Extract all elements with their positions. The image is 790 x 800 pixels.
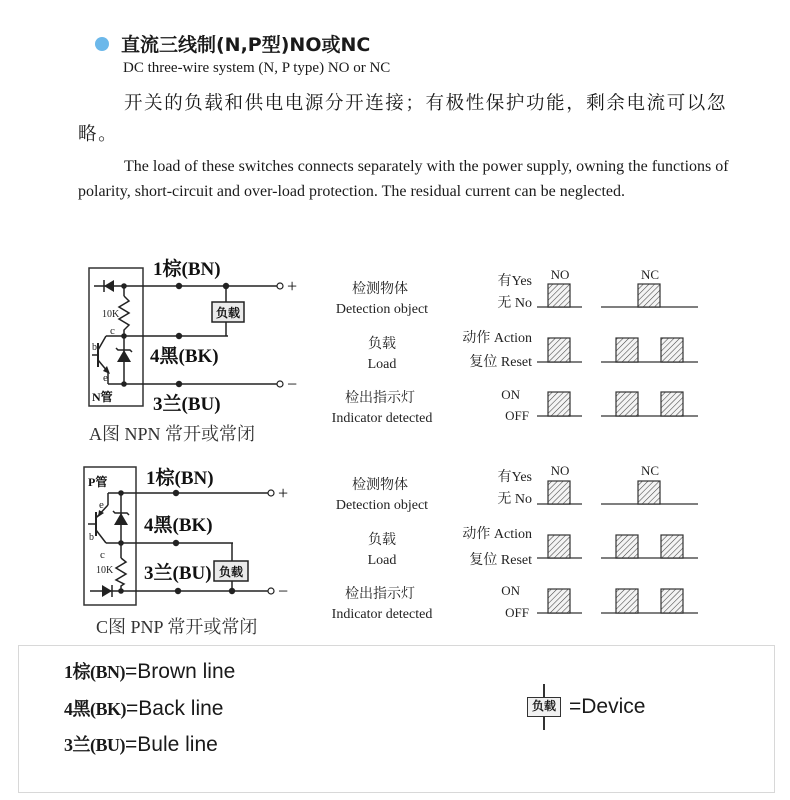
label-bk: 4黑(BK) [150, 346, 219, 367]
legend-item-device: 负载 =Device [527, 684, 645, 730]
section-title [95, 30, 370, 57]
svg-text:OFF: OFF [505, 605, 529, 620]
legend-item-blue: 3兰(BU) =Bule line [64, 733, 218, 756]
section-subtitle: DC three-wire system (N, P type) NO or NC [123, 60, 391, 76]
zener-icon [117, 350, 131, 362]
svg-text:Detection object: Detection object [335, 498, 429, 513]
svg-text:c: c [100, 549, 105, 561]
pnp-type-label: P管 [88, 475, 108, 489]
svg-text:有Yes: 有Yes [497, 274, 532, 289]
bullet-icon [95, 37, 109, 51]
svg-text:b: b [89, 532, 94, 543]
svg-text:ON: ON [501, 387, 520, 402]
svg-text:负载: 负载 [368, 337, 396, 352]
svg-text:检测物体: 检测物体 [352, 478, 408, 493]
svg-text:+: + [278, 483, 289, 503]
svg-text:OFF: OFF [505, 408, 529, 423]
npn-timing-chart [320, 262, 720, 432]
legend-item-brown: 1棕(BN) =Brown line [64, 660, 236, 683]
label-bn: 1棕(BN) [146, 468, 214, 489]
label-bk: 4黑(BK) [144, 515, 213, 536]
diode-icon [102, 585, 112, 597]
svg-text:复位 Reset: 复位 Reset [469, 553, 532, 568]
svg-text:Load: Load [367, 357, 397, 372]
resistor-label: 10K [96, 565, 114, 576]
resistor-label: 10K [102, 309, 120, 320]
col-nc-label: NC [640, 267, 660, 282]
svg-text:负载: 负载 [368, 533, 396, 548]
legend-item-black: 4黑(BK) =Back line [64, 697, 224, 720]
load-device-icon: 负载 [527, 684, 561, 730]
svg-text:e: e [99, 499, 104, 511]
description-zh: 开关的负载和供电电源分开连接；有极性保护功能，剩余电流可以忽略。 [78, 93, 728, 145]
npn-caption: A图 NPN 常开或常闭 [89, 424, 256, 444]
svg-text:有Yes: 有Yes [497, 470, 532, 485]
svg-text:负载: 负载 [215, 306, 241, 320]
svg-text:+: + [287, 276, 298, 296]
resistor-icon [119, 296, 129, 336]
svg-text:ON: ON [501, 583, 520, 598]
svg-text:动作 Action: 动作 Action [462, 527, 532, 542]
legend-box [18, 645, 775, 793]
npn-type-label: N管 [92, 390, 113, 404]
pnp-timing-chart [320, 458, 720, 628]
svg-text:e: e [103, 372, 108, 384]
label-bu: 3兰(BU) [153, 394, 221, 415]
svg-text:−: − [278, 581, 289, 601]
svg-text:无 No: 无 No [497, 296, 532, 311]
resistor-icon [116, 558, 126, 591]
svg-text:Indicator detected: Indicator detected [331, 411, 433, 426]
svg-text:Detection object: Detection object [335, 302, 429, 317]
svg-text:复位 Reset: 复位 Reset [469, 355, 532, 370]
svg-text:负载: 负载 [218, 565, 244, 579]
svg-text:−: − [287, 374, 298, 394]
svg-text:检测物体: 检测物体 [352, 282, 408, 297]
label-bn: 1棕(BN) [153, 259, 221, 280]
description-en: The load of these switches connects separately with the power supply, owning the functions of polarity, short-circuit and over-load protection. The residual current can be neglected. [78, 158, 729, 200]
col-no-label: NO [550, 463, 570, 478]
svg-text:c: c [110, 325, 115, 337]
svg-text:无 No: 无 No [497, 492, 532, 507]
col-no-label: NO [550, 267, 570, 282]
title-text: 直流三线制(N,P型)NO或NC [121, 34, 371, 56]
pnp-wiring-diagram [80, 455, 320, 645]
svg-text:检出指示灯: 检出指示灯 [345, 587, 415, 602]
npn-wiring-diagram [80, 250, 320, 450]
svg-text:检出指示灯: 检出指示灯 [345, 391, 415, 406]
diode-icon [104, 280, 114, 292]
col-nc-label: NC [640, 463, 660, 478]
sensor-body [89, 268, 143, 406]
svg-text:b: b [92, 342, 97, 353]
label-bu: 3兰(BU) [144, 563, 212, 584]
svg-text:动作 Action: 动作 Action [462, 331, 532, 346]
zener-icon [114, 513, 128, 525]
svg-text:Load: Load [367, 553, 397, 568]
svg-text:Indicator detected: Indicator detected [331, 607, 433, 622]
pnp-caption: C图 PNP 常开或常闭 [96, 617, 258, 637]
